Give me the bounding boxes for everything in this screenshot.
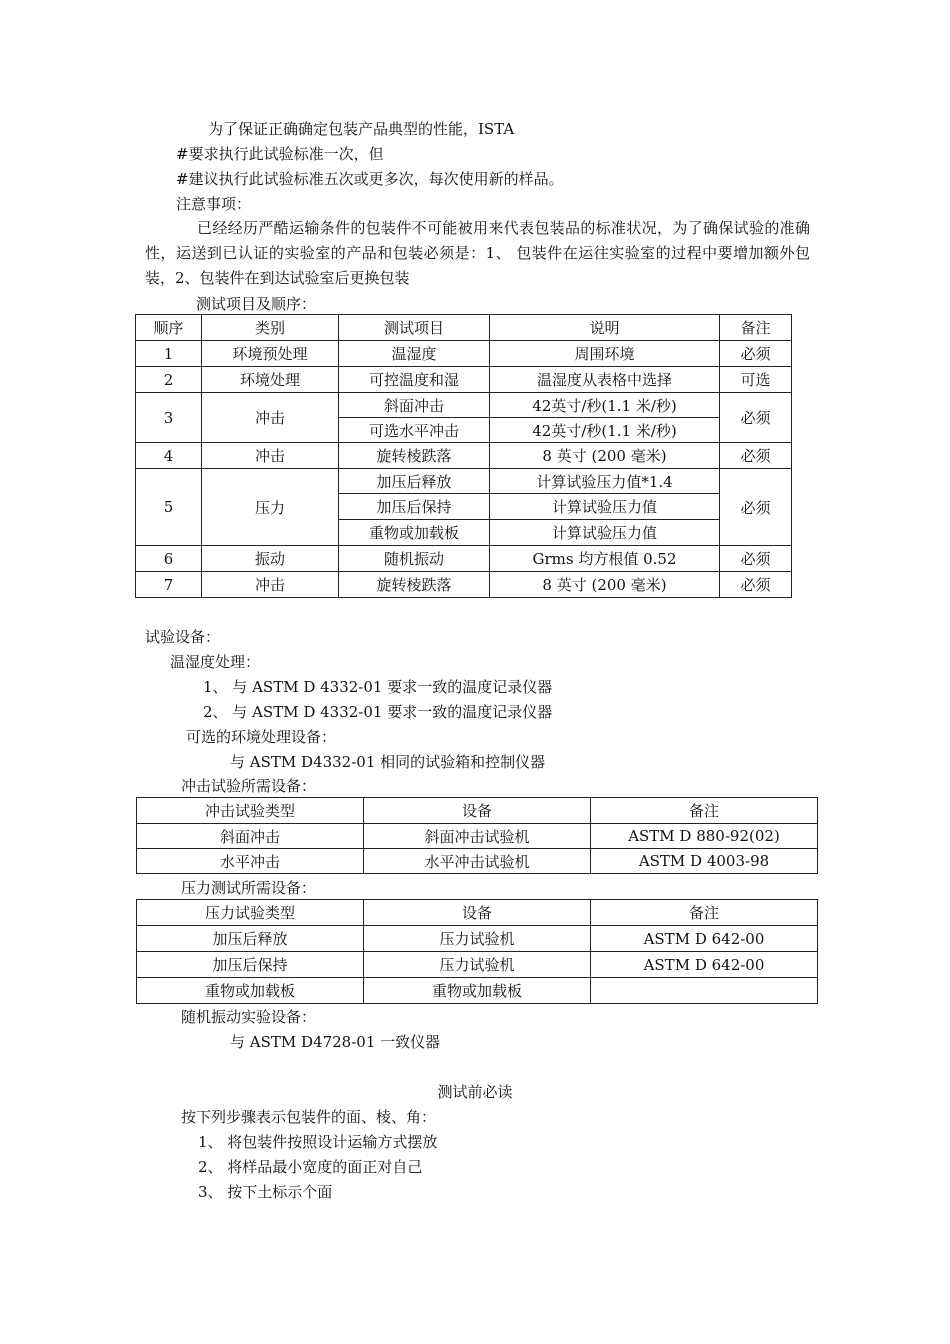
table-cell: ASTM D 642-00 (591, 926, 818, 952)
header-cell: 测试项目 (339, 315, 490, 341)
header-cell: 说明 (490, 315, 720, 341)
table-cell: 42英寸/秒(1.1 米/秒) (490, 418, 720, 443)
header-cell: 备注 (591, 900, 818, 926)
table-cell: 5 (136, 469, 202, 546)
table-cell: 重物或加载板 (339, 520, 490, 546)
table-cell: 旋转棱跌落 (339, 572, 490, 598)
table-row (136, 443, 792, 469)
table-header-row (137, 900, 818, 926)
shock-heading: 冲击试验所需设备： (181, 777, 317, 795)
table-cell: 必须 (720, 469, 792, 546)
header-cell: 备注 (720, 315, 792, 341)
pretest-step-1: 1、 将包装件按照设计运输方式摆放 (198, 1133, 438, 1151)
table-cell: 必须 (720, 341, 792, 367)
table-cell: 压力试验机 (364, 952, 591, 978)
pretest-intro: 按下列步骤表示包装件的面、棱、角： (181, 1108, 437, 1126)
intro-line-1: 为了保证正确确定包装产品典型的性能，ISTA (208, 120, 515, 138)
table-cell: 环境预处理 (202, 341, 339, 367)
table-row (136, 341, 792, 367)
table-cell: 加压后保持 (339, 494, 490, 520)
table-cell: 重物或加载板 (137, 978, 364, 1004)
table-header-row (137, 798, 818, 824)
table-row (136, 393, 792, 418)
table-cell: 3 (136, 393, 202, 443)
table-cell: 振动 (202, 546, 339, 572)
table-row (137, 978, 818, 1004)
table-cell: ASTM D 4003-98 (591, 849, 818, 874)
header-cell: 压力试验类型 (137, 900, 364, 926)
table-cell: 斜面冲击试验机 (364, 824, 591, 849)
table-row (137, 824, 818, 849)
table-cell: 周围环境 (490, 341, 720, 367)
table-cell: 计算试验压力值 (490, 520, 720, 546)
table-row (136, 572, 792, 598)
table-cell: 计算试验压力值*1.4 (490, 469, 720, 494)
pressure-equipment-table (136, 899, 818, 1004)
equipment-heading: 试验设备： (145, 628, 221, 646)
table-cell: 7 (136, 572, 202, 598)
table-cell: Grms 均方根值 0.52 (490, 546, 720, 572)
table-cell: 2 (136, 367, 202, 393)
table-cell: 水平冲击试验机 (364, 849, 591, 874)
pretest-step-3: 3、 按下土标示个面 (198, 1183, 333, 1201)
pretest-step-2: 2、 将样品最小宽度的面正对自己 (198, 1158, 423, 1176)
table-cell: 6 (136, 546, 202, 572)
table-cell: 温湿度从表格中选择 (490, 367, 720, 393)
table-row (137, 849, 818, 874)
vibration-item: 与 ASTM D4728-01 一致仪器 (230, 1033, 441, 1051)
header-cell: 类别 (202, 315, 339, 341)
table-row (137, 952, 818, 978)
pressure-heading: 压力测试所需设备： (181, 879, 317, 897)
table-cell: 旋转棱跌落 (339, 443, 490, 469)
table-cell: 1 (136, 341, 202, 367)
table-cell: 42英寸/秒(1.1 米/秒) (490, 393, 720, 418)
table-cell: 水平冲击 (137, 849, 364, 874)
intro-line-3: #建议执行此试验标准五次或更多次，每次使用新的样品。 (176, 170, 564, 188)
table-cell: 加压后释放 (137, 926, 364, 952)
items-heading: 测试项目及顺序： (196, 295, 317, 313)
temp-heading: 温湿度处理： (170, 653, 261, 671)
table-row (136, 546, 792, 572)
table-cell: 必须 (720, 546, 792, 572)
table-cell: 压力 (202, 469, 339, 546)
intro-line-2: #要求执行此试验标准一次，但 (176, 145, 384, 163)
header-cell: 冲击试验类型 (137, 798, 364, 824)
table-cell: 加压后保持 (137, 952, 364, 978)
table-cell: 必须 (720, 572, 792, 598)
table-cell: 加压后释放 (339, 469, 490, 494)
notice-body: 已经经历严酷运输条件的包装件不可能被用来代表包装品的标准状况，为了确保试验的准确性，运送到已认证的实验室的产品和包装必须是：1、 包装件在运往实验室的过程中要增加额外包装，2、包装件在到达试验室后更换包装 (145, 219, 810, 287)
shock-equipment-table (136, 797, 818, 874)
optional-heading: 可选的环境处理设备： (186, 728, 337, 746)
test-items-table (135, 314, 792, 598)
table-cell: 随机振动 (339, 546, 490, 572)
table-cell: 斜面冲击 (339, 393, 490, 418)
vibration-heading: 随机振动实验设备： (181, 1008, 317, 1026)
table-row (136, 367, 792, 393)
pretest-title: 测试前必读 (437, 1083, 513, 1101)
table-cell (591, 978, 818, 1004)
table-cell: 必须 (720, 393, 792, 443)
table-cell: 必须 (720, 443, 792, 469)
header-cell: 设备 (364, 900, 591, 926)
table-cell: 可选 (720, 367, 792, 393)
table-cell: 冲击 (202, 393, 339, 443)
table-cell: 冲击 (202, 443, 339, 469)
table-cell: 冲击 (202, 572, 339, 598)
notice-heading: 注意事项： (176, 195, 252, 213)
table-cell: 压力试验机 (364, 926, 591, 952)
temp-item-2: 2、 与 ASTM D 4332-01 要求一致的温度记录仪器 (203, 703, 553, 721)
table-row (137, 926, 818, 952)
table-cell: 可控温度和湿 (339, 367, 490, 393)
table-header-row (136, 315, 792, 341)
table-cell: 斜面冲击 (137, 824, 364, 849)
table-cell: 4 (136, 443, 202, 469)
optional-item: 与 ASTM D4332-01 相同的试验箱和控制仪器 (230, 753, 546, 771)
temp-item-1: 1、 与 ASTM D 4332-01 要求一致的温度记录仪器 (203, 678, 553, 696)
header-cell: 备注 (591, 798, 818, 824)
table-cell: ASTM D 642-00 (591, 952, 818, 978)
table-cell: 8 英寸 (200 毫米) (490, 572, 720, 598)
header-cell: 设备 (364, 798, 591, 824)
table-cell: 温湿度 (339, 341, 490, 367)
table-cell: 8 英寸 (200 毫米) (490, 443, 720, 469)
table-row (136, 469, 792, 494)
table-cell: 环境处理 (202, 367, 339, 393)
table-cell: 计算试验压力值 (490, 494, 720, 520)
header-cell: 顺序 (136, 315, 202, 341)
table-cell: 重物或加载板 (364, 978, 591, 1004)
table-cell: ASTM D 880-92(02) (591, 824, 818, 849)
table-cell: 可选水平冲击 (339, 418, 490, 443)
